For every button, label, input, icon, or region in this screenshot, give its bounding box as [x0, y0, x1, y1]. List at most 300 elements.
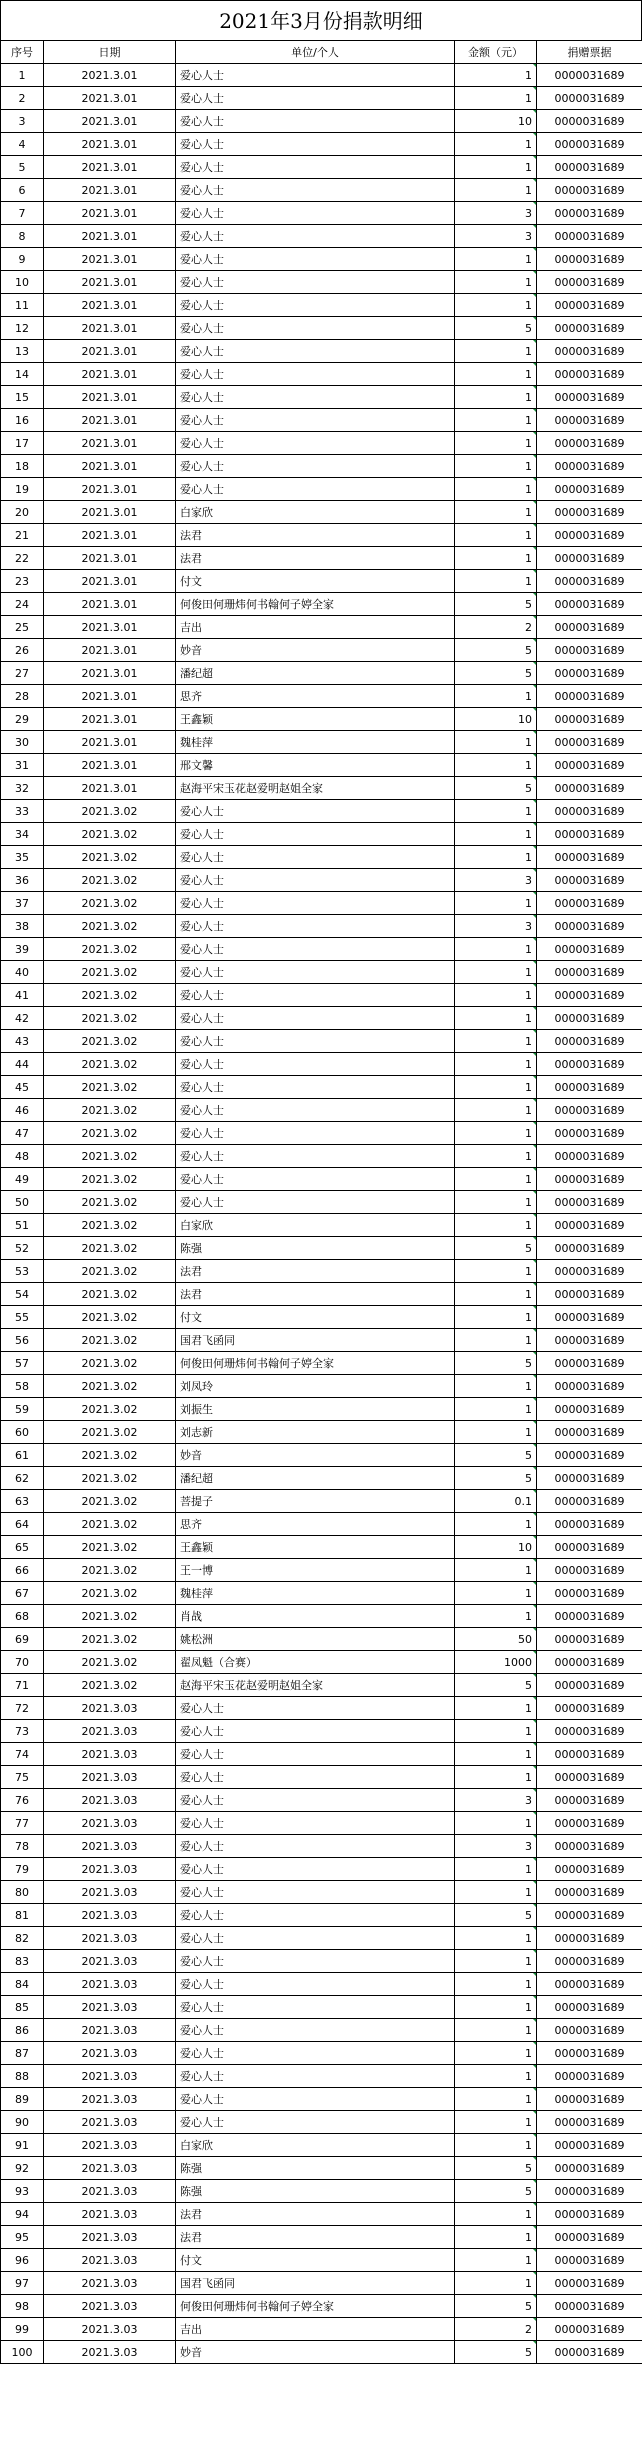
cell-donor[interactable]: 吉出 — [176, 2318, 455, 2341]
cell-receipt[interactable]: 0000031689 — [537, 87, 642, 110]
cell-donor[interactable]: 爱心人士 — [176, 1789, 455, 1812]
cell-amount[interactable]: 1 — [455, 2065, 537, 2088]
cell-serial[interactable]: 83 — [1, 1950, 44, 1973]
cell-receipt[interactable]: 0000031689 — [537, 2295, 642, 2318]
cell-receipt[interactable]: 0000031689 — [537, 984, 642, 1007]
cell-serial[interactable]: 36 — [1, 869, 44, 892]
cell-amount[interactable]: 1 — [455, 455, 537, 478]
cell-serial[interactable]: 55 — [1, 1306, 44, 1329]
cell-date[interactable]: 2021.3.03 — [44, 1996, 176, 2019]
cell-date[interactable]: 2021.3.03 — [44, 2272, 176, 2295]
cell-receipt[interactable]: 0000031689 — [537, 1835, 642, 1858]
cell-date[interactable]: 2021.3.02 — [44, 1375, 176, 1398]
cell-amount[interactable]: 1 — [455, 754, 537, 777]
cell-date[interactable]: 2021.3.02 — [44, 1582, 176, 1605]
cell-date[interactable]: 2021.3.01 — [44, 271, 176, 294]
cell-date[interactable]: 2021.3.03 — [44, 1697, 176, 1720]
cell-donor[interactable]: 思齐 — [176, 685, 455, 708]
cell-donor[interactable]: 法君 — [176, 524, 455, 547]
cell-receipt[interactable]: 0000031689 — [537, 271, 642, 294]
cell-serial[interactable]: 26 — [1, 639, 44, 662]
cell-receipt[interactable]: 0000031689 — [537, 110, 642, 133]
cell-amount[interactable]: 1 — [455, 846, 537, 869]
cell-donor[interactable]: 付文 — [176, 1306, 455, 1329]
cell-amount[interactable]: 1 — [455, 570, 537, 593]
cell-serial[interactable]: 38 — [1, 915, 44, 938]
cell-date[interactable]: 2021.3.01 — [44, 179, 176, 202]
cell-amount[interactable]: 1 — [455, 386, 537, 409]
cell-donor[interactable]: 爱心人士 — [176, 340, 455, 363]
cell-serial[interactable]: 10 — [1, 271, 44, 294]
cell-date[interactable]: 2021.3.03 — [44, 2341, 176, 2364]
cell-amount[interactable]: 2 — [455, 2318, 537, 2341]
cell-date[interactable]: 2021.3.02 — [44, 869, 176, 892]
cell-date[interactable]: 2021.3.03 — [44, 2180, 176, 2203]
cell-receipt[interactable]: 0000031689 — [537, 2203, 642, 2226]
cell-receipt[interactable]: 0000031689 — [537, 823, 642, 846]
cell-date[interactable]: 2021.3.01 — [44, 662, 176, 685]
cell-serial[interactable]: 64 — [1, 1513, 44, 1536]
cell-amount[interactable]: 1 — [455, 1421, 537, 1444]
cell-serial[interactable]: 43 — [1, 1030, 44, 1053]
cell-receipt[interactable]: 0000031689 — [537, 386, 642, 409]
cell-receipt[interactable]: 0000031689 — [537, 156, 642, 179]
cell-serial[interactable]: 14 — [1, 363, 44, 386]
cell-serial[interactable]: 7 — [1, 202, 44, 225]
cell-donor[interactable]: 爱心人士 — [176, 938, 455, 961]
cell-date[interactable]: 2021.3.02 — [44, 915, 176, 938]
cell-serial[interactable]: 46 — [1, 1099, 44, 1122]
cell-amount[interactable]: 1 — [455, 363, 537, 386]
cell-amount[interactable]: 1 — [455, 1030, 537, 1053]
cell-donor[interactable]: 爱心人士 — [176, 1145, 455, 1168]
cell-amount[interactable]: 1 — [455, 1766, 537, 1789]
cell-amount[interactable]: 1 — [455, 1168, 537, 1191]
cell-date[interactable]: 2021.3.01 — [44, 777, 176, 800]
cell-receipt[interactable]: 0000031689 — [537, 1306, 642, 1329]
cell-amount[interactable]: 1 — [455, 133, 537, 156]
cell-donor[interactable]: 菩提子 — [176, 1490, 455, 1513]
cell-receipt[interactable]: 0000031689 — [537, 777, 642, 800]
cell-amount[interactable]: 5 — [455, 1444, 537, 1467]
cell-receipt[interactable]: 0000031689 — [537, 1628, 642, 1651]
cell-receipt[interactable]: 0000031689 — [537, 2088, 642, 2111]
cell-receipt[interactable]: 0000031689 — [537, 869, 642, 892]
cell-receipt[interactable]: 0000031689 — [537, 133, 642, 156]
cell-amount[interactable]: 1 — [455, 1099, 537, 1122]
cell-serial[interactable]: 12 — [1, 317, 44, 340]
cell-amount[interactable]: 1 — [455, 2019, 537, 2042]
cell-date[interactable]: 2021.3.01 — [44, 64, 176, 87]
cell-receipt[interactable]: 0000031689 — [537, 846, 642, 869]
cell-amount[interactable]: 1 — [455, 1605, 537, 1628]
cell-date[interactable]: 2021.3.02 — [44, 1444, 176, 1467]
cell-donor[interactable]: 爱心人士 — [176, 1030, 455, 1053]
cell-amount[interactable]: 1 — [455, 1858, 537, 1881]
cell-receipt[interactable]: 0000031689 — [537, 202, 642, 225]
cell-date[interactable]: 2021.3.01 — [44, 363, 176, 386]
cell-donor[interactable]: 白家欣 — [176, 501, 455, 524]
cell-date[interactable]: 2021.3.03 — [44, 1743, 176, 1766]
cell-amount[interactable]: 1 — [455, 1398, 537, 1421]
cell-amount[interactable]: 1 — [455, 179, 537, 202]
cell-amount[interactable]: 1 — [455, 938, 537, 961]
cell-donor[interactable]: 法君 — [176, 2226, 455, 2249]
cell-amount[interactable]: 1000 — [455, 1651, 537, 1674]
cell-donor[interactable]: 爱心人士 — [176, 2088, 455, 2111]
cell-receipt[interactable]: 0000031689 — [537, 1858, 642, 1881]
cell-amount[interactable]: 1 — [455, 248, 537, 271]
cell-amount[interactable]: 1 — [455, 156, 537, 179]
cell-receipt[interactable]: 0000031689 — [537, 2134, 642, 2157]
cell-receipt[interactable]: 0000031689 — [537, 1582, 642, 1605]
cell-receipt[interactable]: 0000031689 — [537, 2111, 642, 2134]
cell-date[interactable]: 2021.3.02 — [44, 1352, 176, 1375]
cell-receipt[interactable]: 0000031689 — [537, 1283, 642, 1306]
cell-amount[interactable]: 3 — [455, 225, 537, 248]
cell-serial[interactable]: 44 — [1, 1053, 44, 1076]
cell-donor[interactable]: 爱心人士 — [176, 1191, 455, 1214]
cell-donor[interactable]: 爱心人士 — [176, 1973, 455, 1996]
cell-donor[interactable]: 爱心人士 — [176, 386, 455, 409]
header-receipt[interactable]: 捐赠票据 — [537, 41, 642, 64]
cell-donor[interactable]: 王鑫颖 — [176, 1536, 455, 1559]
cell-receipt[interactable]: 0000031689 — [537, 179, 642, 202]
cell-donor[interactable]: 爱心人士 — [176, 1743, 455, 1766]
cell-serial[interactable]: 71 — [1, 1674, 44, 1697]
cell-serial[interactable]: 1 — [1, 64, 44, 87]
cell-receipt[interactable]: 0000031689 — [537, 2042, 642, 2065]
cell-receipt[interactable]: 0000031689 — [537, 1513, 642, 1536]
cell-date[interactable]: 2021.3.02 — [44, 938, 176, 961]
cell-amount[interactable]: 1 — [455, 1720, 537, 1743]
cell-donor[interactable]: 爱心人士 — [176, 1950, 455, 1973]
cell-serial[interactable]: 42 — [1, 1007, 44, 1030]
cell-amount[interactable]: 1 — [455, 1214, 537, 1237]
cell-serial[interactable]: 2 — [1, 87, 44, 110]
cell-amount[interactable]: 1 — [455, 524, 537, 547]
cell-receipt[interactable]: 0000031689 — [537, 2019, 642, 2042]
cell-receipt[interactable]: 0000031689 — [537, 1605, 642, 1628]
cell-serial[interactable]: 76 — [1, 1789, 44, 1812]
cell-date[interactable]: 2021.3.03 — [44, 1950, 176, 1973]
cell-receipt[interactable]: 0000031689 — [537, 409, 642, 432]
cell-date[interactable]: 2021.3.01 — [44, 225, 176, 248]
cell-receipt[interactable]: 0000031689 — [537, 1467, 642, 1490]
cell-receipt[interactable]: 0000031689 — [537, 1651, 642, 1674]
cell-serial[interactable]: 39 — [1, 938, 44, 961]
cell-amount[interactable]: 5 — [455, 662, 537, 685]
cell-serial[interactable]: 33 — [1, 800, 44, 823]
cell-date[interactable]: 2021.3.02 — [44, 1651, 176, 1674]
cell-receipt[interactable]: 0000031689 — [537, 294, 642, 317]
cell-amount[interactable]: 50 — [455, 1628, 537, 1651]
cell-receipt[interactable]: 0000031689 — [537, 1697, 642, 1720]
cell-serial[interactable]: 72 — [1, 1697, 44, 1720]
cell-date[interactable]: 2021.3.03 — [44, 2226, 176, 2249]
cell-serial[interactable]: 84 — [1, 1973, 44, 1996]
cell-serial[interactable]: 56 — [1, 1329, 44, 1352]
cell-receipt[interactable]: 0000031689 — [537, 1145, 642, 1168]
cell-date[interactable]: 2021.3.02 — [44, 1030, 176, 1053]
cell-date[interactable]: 2021.3.01 — [44, 593, 176, 616]
cell-date[interactable]: 2021.3.02 — [44, 1559, 176, 1582]
cell-serial[interactable]: 90 — [1, 2111, 44, 2134]
cell-donor[interactable]: 爱心人士 — [176, 1927, 455, 1950]
cell-date[interactable]: 2021.3.03 — [44, 1789, 176, 1812]
cell-donor[interactable]: 爱心人士 — [176, 317, 455, 340]
cell-serial[interactable]: 6 — [1, 179, 44, 202]
cell-receipt[interactable]: 0000031689 — [537, 2157, 642, 2180]
cell-donor[interactable]: 法君 — [176, 1283, 455, 1306]
cell-amount[interactable]: 1 — [455, 271, 537, 294]
cell-date[interactable]: 2021.3.03 — [44, 1904, 176, 1927]
cell-receipt[interactable]: 0000031689 — [537, 363, 642, 386]
cell-date[interactable]: 2021.3.01 — [44, 133, 176, 156]
cell-serial[interactable]: 98 — [1, 2295, 44, 2318]
cell-donor[interactable]: 刘志新 — [176, 1421, 455, 1444]
cell-date[interactable]: 2021.3.02 — [44, 1398, 176, 1421]
cell-receipt[interactable]: 0000031689 — [537, 2226, 642, 2249]
cell-serial[interactable]: 52 — [1, 1237, 44, 1260]
cell-amount[interactable]: 5 — [455, 593, 537, 616]
cell-date[interactable]: 2021.3.02 — [44, 984, 176, 1007]
cell-serial[interactable]: 60 — [1, 1421, 44, 1444]
cell-serial[interactable]: 94 — [1, 2203, 44, 2226]
cell-date[interactable]: 2021.3.02 — [44, 1260, 176, 1283]
cell-serial[interactable]: 96 — [1, 2249, 44, 2272]
cell-receipt[interactable]: 0000031689 — [537, 1076, 642, 1099]
cell-serial[interactable]: 77 — [1, 1812, 44, 1835]
cell-amount[interactable]: 1 — [455, 340, 537, 363]
cell-donor[interactable]: 妙音 — [176, 2341, 455, 2364]
cell-serial[interactable]: 58 — [1, 1375, 44, 1398]
cell-amount[interactable]: 1 — [455, 2088, 537, 2111]
cell-donor[interactable]: 爱心人士 — [176, 432, 455, 455]
cell-donor[interactable]: 法君 — [176, 547, 455, 570]
cell-serial[interactable]: 91 — [1, 2134, 44, 2157]
cell-date[interactable]: 2021.3.01 — [44, 156, 176, 179]
cell-date[interactable]: 2021.3.03 — [44, 1927, 176, 1950]
cell-serial[interactable]: 32 — [1, 777, 44, 800]
cell-serial[interactable]: 34 — [1, 823, 44, 846]
cell-serial[interactable]: 24 — [1, 593, 44, 616]
cell-date[interactable]: 2021.3.01 — [44, 248, 176, 271]
cell-donor[interactable]: 爱心人士 — [176, 1766, 455, 1789]
cell-date[interactable]: 2021.3.01 — [44, 501, 176, 524]
cell-date[interactable]: 2021.3.03 — [44, 1766, 176, 1789]
cell-donor[interactable]: 何俊田何珊炜何书翰何子婷全家 — [176, 2295, 455, 2318]
cell-donor[interactable]: 思齐 — [176, 1513, 455, 1536]
cell-donor[interactable]: 爱心人士 — [176, 892, 455, 915]
cell-donor[interactable]: 爱心人士 — [176, 363, 455, 386]
cell-amount[interactable]: 1 — [455, 1582, 537, 1605]
cell-donor[interactable]: 爱心人士 — [176, 2042, 455, 2065]
cell-amount[interactable]: 5 — [455, 2180, 537, 2203]
cell-serial[interactable]: 65 — [1, 1536, 44, 1559]
cell-serial[interactable]: 86 — [1, 2019, 44, 2042]
cell-date[interactable]: 2021.3.02 — [44, 1628, 176, 1651]
cell-receipt[interactable]: 0000031689 — [537, 1766, 642, 1789]
cell-amount[interactable]: 1 — [455, 1559, 537, 1582]
cell-serial[interactable]: 3 — [1, 110, 44, 133]
cell-amount[interactable]: 1 — [455, 2134, 537, 2157]
cell-serial[interactable]: 87 — [1, 2042, 44, 2065]
cell-receipt[interactable]: 0000031689 — [537, 1030, 642, 1053]
cell-serial[interactable]: 59 — [1, 1398, 44, 1421]
cell-serial[interactable]: 49 — [1, 1168, 44, 1191]
cell-date[interactable]: 2021.3.02 — [44, 1099, 176, 1122]
cell-receipt[interactable]: 0000031689 — [537, 754, 642, 777]
cell-donor[interactable]: 爱心人士 — [176, 2111, 455, 2134]
cell-amount[interactable]: 1 — [455, 1927, 537, 1950]
cell-receipt[interactable]: 0000031689 — [537, 662, 642, 685]
cell-receipt[interactable]: 0000031689 — [537, 524, 642, 547]
cell-amount[interactable]: 1 — [455, 64, 537, 87]
cell-date[interactable]: 2021.3.01 — [44, 294, 176, 317]
cell-donor[interactable]: 何俊田何珊炜何书翰何子婷全家 — [176, 593, 455, 616]
cell-receipt[interactable]: 0000031689 — [537, 478, 642, 501]
cell-date[interactable]: 2021.3.02 — [44, 1145, 176, 1168]
cell-date[interactable]: 2021.3.01 — [44, 708, 176, 731]
cell-receipt[interactable]: 0000031689 — [537, 593, 642, 616]
cell-amount[interactable]: 1 — [455, 501, 537, 524]
cell-date[interactable]: 2021.3.01 — [44, 409, 176, 432]
cell-donor[interactable]: 爱心人士 — [176, 179, 455, 202]
cell-receipt[interactable]: 0000031689 — [537, 1996, 642, 2019]
cell-receipt[interactable]: 0000031689 — [537, 1927, 642, 1950]
cell-donor[interactable]: 国君飞函同 — [176, 2272, 455, 2295]
cell-date[interactable]: 2021.3.02 — [44, 1674, 176, 1697]
cell-amount[interactable]: 10 — [455, 1536, 537, 1559]
cell-donor[interactable]: 王一博 — [176, 1559, 455, 1582]
cell-serial[interactable]: 85 — [1, 1996, 44, 2019]
cell-serial[interactable]: 63 — [1, 1490, 44, 1513]
cell-receipt[interactable]: 0000031689 — [537, 1490, 642, 1513]
cell-receipt[interactable]: 0000031689 — [537, 2341, 642, 2364]
cell-date[interactable]: 2021.3.01 — [44, 616, 176, 639]
cell-serial[interactable]: 99 — [1, 2318, 44, 2341]
cell-date[interactable]: 2021.3.03 — [44, 2019, 176, 2042]
cell-amount[interactable]: 1 — [455, 2226, 537, 2249]
cell-receipt[interactable]: 0000031689 — [537, 1375, 642, 1398]
cell-serial[interactable]: 89 — [1, 2088, 44, 2111]
cell-amount[interactable]: 1 — [455, 478, 537, 501]
cell-serial[interactable]: 21 — [1, 524, 44, 547]
cell-serial[interactable]: 25 — [1, 616, 44, 639]
cell-amount[interactable]: 1 — [455, 2272, 537, 2295]
cell-date[interactable]: 2021.3.01 — [44, 731, 176, 754]
cell-date[interactable]: 2021.3.02 — [44, 1283, 176, 1306]
cell-amount[interactable]: 2 — [455, 616, 537, 639]
cell-serial[interactable]: 35 — [1, 846, 44, 869]
cell-date[interactable]: 2021.3.01 — [44, 386, 176, 409]
cell-serial[interactable]: 95 — [1, 2226, 44, 2249]
cell-amount[interactable]: 1 — [455, 1375, 537, 1398]
cell-date[interactable]: 2021.3.02 — [44, 1306, 176, 1329]
cell-donor[interactable]: 妙音 — [176, 639, 455, 662]
cell-donor[interactable]: 爱心人士 — [176, 202, 455, 225]
cell-date[interactable]: 2021.3.02 — [44, 800, 176, 823]
cell-donor[interactable]: 陈强 — [176, 1237, 455, 1260]
cell-donor[interactable]: 邢文馨 — [176, 754, 455, 777]
cell-receipt[interactable]: 0000031689 — [537, 501, 642, 524]
cell-receipt[interactable]: 0000031689 — [537, 1053, 642, 1076]
cell-serial[interactable]: 69 — [1, 1628, 44, 1651]
cell-amount[interactable]: 1 — [455, 2203, 537, 2226]
cell-receipt[interactable]: 0000031689 — [537, 2249, 642, 2272]
cell-donor[interactable]: 爱心人士 — [176, 1858, 455, 1881]
cell-receipt[interactable]: 0000031689 — [537, 800, 642, 823]
cell-amount[interactable]: 1 — [455, 1283, 537, 1306]
cell-amount[interactable]: 1 — [455, 432, 537, 455]
cell-receipt[interactable]: 0000031689 — [537, 1099, 642, 1122]
cell-amount[interactable]: 1 — [455, 892, 537, 915]
cell-donor[interactable]: 爱心人士 — [176, 1720, 455, 1743]
cell-date[interactable]: 2021.3.02 — [44, 961, 176, 984]
cell-amount[interactable]: 1 — [455, 294, 537, 317]
cell-receipt[interactable]: 0000031689 — [537, 1674, 642, 1697]
cell-donor[interactable]: 魏桂萍 — [176, 1582, 455, 1605]
cell-serial[interactable]: 68 — [1, 1605, 44, 1628]
cell-receipt[interactable]: 0000031689 — [537, 1421, 642, 1444]
cell-date[interactable]: 2021.3.01 — [44, 570, 176, 593]
cell-amount[interactable]: 1 — [455, 547, 537, 570]
cell-date[interactable]: 2021.3.02 — [44, 1490, 176, 1513]
cell-amount[interactable]: 1 — [455, 1950, 537, 1973]
cell-date[interactable]: 2021.3.01 — [44, 340, 176, 363]
cell-receipt[interactable]: 0000031689 — [537, 1191, 642, 1214]
cell-amount[interactable]: 1 — [455, 1881, 537, 1904]
cell-date[interactable]: 2021.3.02 — [44, 846, 176, 869]
cell-serial[interactable]: 51 — [1, 1214, 44, 1237]
cell-donor[interactable]: 爱心人士 — [176, 110, 455, 133]
cell-receipt[interactable]: 0000031689 — [537, 455, 642, 478]
cell-date[interactable]: 2021.3.02 — [44, 1076, 176, 1099]
cell-receipt[interactable]: 0000031689 — [537, 340, 642, 363]
cell-receipt[interactable]: 0000031689 — [537, 547, 642, 570]
cell-amount[interactable]: 5 — [455, 1352, 537, 1375]
header-donor[interactable]: 单位/个人 — [176, 41, 455, 64]
cell-serial[interactable]: 23 — [1, 570, 44, 593]
cell-serial[interactable]: 75 — [1, 1766, 44, 1789]
cell-donor[interactable]: 爱心人士 — [176, 1007, 455, 1030]
cell-date[interactable]: 2021.3.03 — [44, 1973, 176, 1996]
cell-amount[interactable]: 1 — [455, 1973, 537, 1996]
cell-amount[interactable]: 1 — [455, 2111, 537, 2134]
cell-receipt[interactable]: 0000031689 — [537, 1398, 642, 1421]
cell-donor[interactable]: 法君 — [176, 2203, 455, 2226]
cell-serial[interactable]: 16 — [1, 409, 44, 432]
cell-date[interactable]: 2021.3.03 — [44, 2318, 176, 2341]
cell-donor[interactable]: 魏桂萍 — [176, 731, 455, 754]
cell-donor[interactable]: 姚松洲 — [176, 1628, 455, 1651]
cell-amount[interactable]: 1 — [455, 1743, 537, 1766]
cell-date[interactable]: 2021.3.03 — [44, 2088, 176, 2111]
cell-donor[interactable]: 妙音 — [176, 1444, 455, 1467]
cell-receipt[interactable]: 0000031689 — [537, 685, 642, 708]
cell-receipt[interactable]: 0000031689 — [537, 1352, 642, 1375]
cell-donor[interactable]: 赵海平宋玉花赵爱明赵姐全家 — [176, 1674, 455, 1697]
cell-donor[interactable]: 爱心人士 — [176, 1835, 455, 1858]
cell-amount[interactable]: 1 — [455, 961, 537, 984]
cell-date[interactable]: 2021.3.01 — [44, 455, 176, 478]
cell-donor[interactable]: 爱心人士 — [176, 248, 455, 271]
cell-receipt[interactable]: 0000031689 — [537, 915, 642, 938]
cell-amount[interactable]: 5 — [455, 1467, 537, 1490]
cell-donor[interactable]: 爱心人士 — [176, 455, 455, 478]
cell-donor[interactable]: 法君 — [176, 1260, 455, 1283]
